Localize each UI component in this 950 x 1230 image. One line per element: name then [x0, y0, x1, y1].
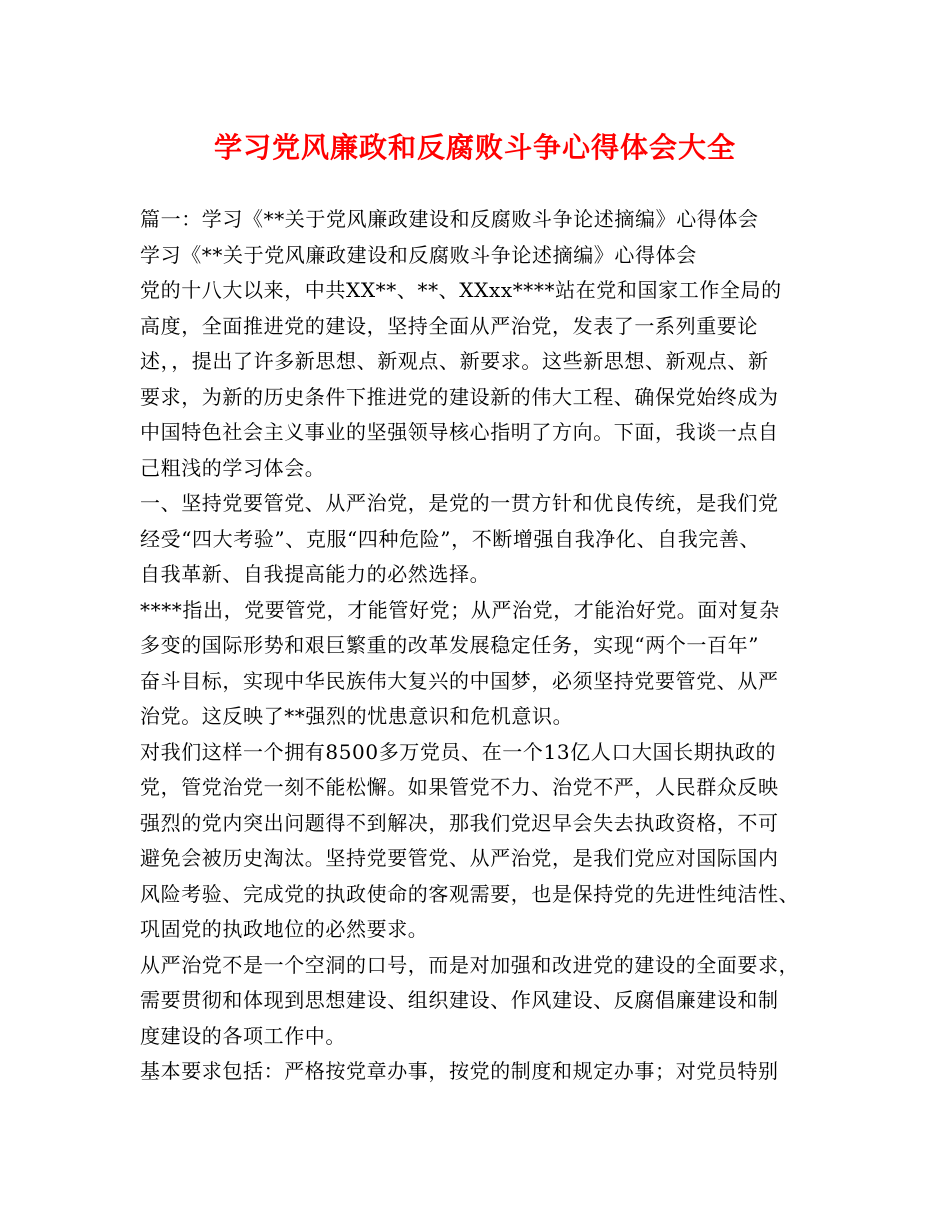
body-line: 述，，提出了许多新思想、新观点、新要求。这些新思想、新观点、新	[140, 349, 769, 373]
body-line: 需要贯彻和体现到思想建设、组织建设、作风建设、反腐倡廉建设和制	[140, 988, 779, 1012]
body-line: 治党。这反映了**强烈的忧患意识和危机意识。	[140, 704, 574, 728]
body-line: 风险考验、完成党的执政使命的客观需要，也是保持党的先进性纯洁性、	[140, 881, 800, 906]
body-line: 多变的国际形势和艰巨繁重的改革发展稳定任务，实现“两个一百年”	[140, 633, 760, 657]
body-line: 己粗浅的学习体会。	[140, 455, 326, 480]
body-line: 中国特色社会主义事业的坚强领导核心指明了方向。下面，我谈一点自	[140, 420, 779, 444]
body-line: ****指出，党要管党，才能管好党；从严治党，才能治好党。面对复杂	[140, 597, 780, 622]
body-line: 自我革新、自我提高能力的必然选择。	[140, 562, 491, 586]
body-line: 一、坚持党要管党、从严治党，是党的一贯方针和优良传统，是我们党	[140, 491, 779, 515]
body-line: 高度，全面推进党的建设，坚持全面从严治党，发表了一系列重要论	[140, 313, 758, 338]
body-line: 学习《**关于党风廉政建设和反腐败斗争论述摘编》心得体会	[140, 242, 697, 267]
body-line: 经受“四大考验”、克服“四种危险”，不断增强自我净化、自我完善、	[140, 526, 761, 551]
body-line: 避免会被历史淘汰。坚持党要管党、从严治党，是我们党应对国际国内	[140, 846, 779, 870]
body-line: 度建设的各项工作中。	[140, 1023, 346, 1048]
body-line: 党，管党治党一刻不能松懈。如果管党不力、治党不严，人民群众反映	[140, 775, 779, 799]
document-body	[140, 202, 830, 1090]
body-line: 要求，为新的历史条件下推进党的建设新的伟大工程、确保党始终成为	[140, 384, 779, 409]
body-line: 巩固党的执政地位的必然要求。	[140, 917, 429, 941]
body-line: 篇一：学习《**关于党风廉政建设和反腐败斗争论述摘编》心得体会	[140, 207, 759, 231]
body-line: 党的十八大以来，中共XX**、**、XXxx****站在党和国家工作全局的	[140, 278, 782, 302]
body-line: 奋斗目标，实现中华民族伟大复兴的中国梦，必须坚持党要管党、从严	[140, 668, 779, 693]
body-line: 强烈的党内突出问题得不到解决，那我们党迟早会失去执政资格，不可	[140, 810, 779, 835]
body-line: 基本要求包括：严格按党章办事，按党的制度和规定办事；对党员特别	[140, 1059, 779, 1083]
body-line: 从严治党不是一个空洞的口号，而是对加强和改进党的建设的全面要求，	[140, 952, 800, 977]
body-line: 对我们这样一个拥有8500多万党员、在一个13亿人口大国长期执政的	[140, 739, 777, 764]
document-title: 学习党风廉政和反腐败斗争心得体会大全	[213, 131, 736, 164]
